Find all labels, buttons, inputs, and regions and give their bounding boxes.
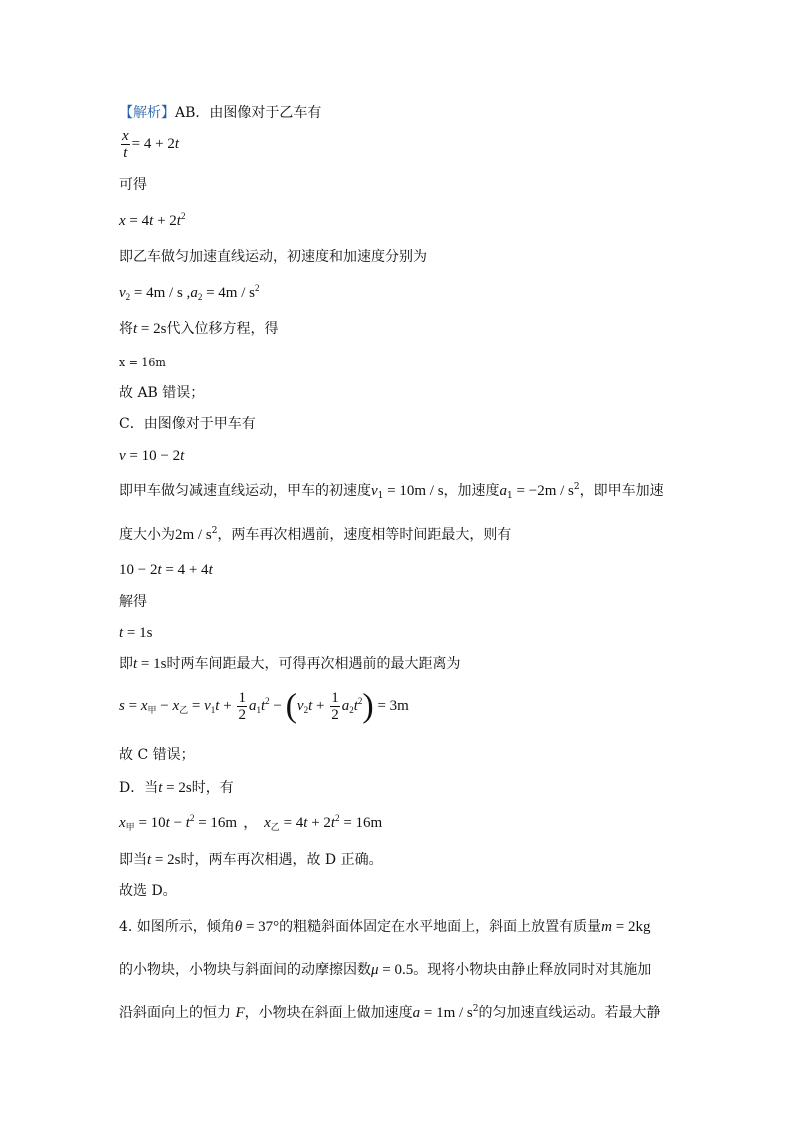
exponent: 2 — [211, 526, 218, 536]
var: θ — [234, 919, 243, 935]
separator: ， — [243, 815, 259, 831]
text: 时两车间距最大，可得再次相遇前的最大距离为 — [166, 656, 461, 672]
op: = — [188, 698, 205, 714]
text: 沿斜面向上的恒力 — [119, 1005, 236, 1021]
op: = 16m — [194, 815, 238, 831]
denominator: 2 — [331, 707, 339, 724]
var: t — [185, 815, 190, 831]
value: = −2m / s — [512, 483, 574, 499]
solution-heading — [119, 104, 321, 122]
value: = 2kg — [612, 919, 651, 935]
formula-equal-speed — [119, 561, 213, 579]
var: t — [330, 815, 336, 831]
text: 的粗糙斜面体固定在水平地面上，斜面上放置有质量 — [279, 919, 602, 935]
text-line — [119, 655, 460, 673]
op: = 4m / s — [202, 285, 255, 301]
subscript: 2 — [303, 705, 309, 715]
var: t — [133, 321, 138, 337]
fraction-half — [237, 690, 247, 723]
var: x — [119, 815, 126, 831]
text: 的小物块，小物块与斜面间的动摩擦因数 — [119, 962, 371, 978]
text-line — [119, 320, 278, 338]
value: = 1s — [123, 625, 153, 641]
op: + 2 — [307, 815, 331, 831]
var: a — [248, 698, 257, 714]
formula-v-jia — [119, 447, 184, 465]
rhs: = 4 + 2 — [131, 135, 175, 152]
op: + 2 — [153, 213, 177, 229]
var: t — [208, 562, 213, 578]
value: = 10m / s — [383, 483, 444, 499]
text: 代入位移方程，得 — [166, 321, 279, 337]
numerator: 1 — [238, 690, 246, 707]
subscript: 甲 — [147, 705, 157, 715]
value: = 2s — [137, 321, 167, 337]
op: + — [312, 698, 329, 714]
denominator: 2 — [238, 707, 246, 724]
var: x — [119, 213, 126, 229]
var: t — [133, 656, 138, 672]
left-paren: ( — [285, 687, 297, 725]
op: = 4 — [125, 213, 150, 229]
var: m — [601, 919, 612, 935]
op: = 10 — [134, 815, 166, 831]
var: t — [215, 698, 220, 714]
subscript: 1 — [377, 491, 384, 501]
text-line — [119, 526, 511, 546]
op: = 16m — [339, 815, 383, 831]
exponent: 2 — [335, 813, 340, 823]
text-line — [119, 851, 383, 869]
text-line: 故 C 错误； — [119, 747, 195, 763]
formula-t1s — [119, 624, 152, 642]
op: − — [169, 815, 186, 831]
formula-x16: x = 16m — [119, 356, 166, 369]
op: 10 − 2 — [119, 562, 158, 578]
var: v — [119, 285, 126, 301]
right-paren: ) — [362, 687, 374, 725]
var: t — [176, 213, 181, 229]
var: t — [260, 698, 266, 714]
subscript: 乙 — [179, 705, 189, 715]
op: = 10 − 2 — [125, 448, 181, 464]
exponent: 2 — [573, 482, 580, 492]
var: v — [119, 448, 126, 464]
op: = — [124, 698, 141, 714]
subscript: 甲 — [125, 822, 135, 832]
text-line: 解得 — [119, 594, 147, 610]
analysis-tag: 【解析】 — [119, 105, 175, 121]
numerator: 1 — [331, 690, 339, 707]
text-line: C．由图像对于甲车有 — [119, 416, 256, 432]
var: x — [172, 698, 180, 714]
subscript: 1 — [256, 705, 261, 715]
var: t — [158, 780, 163, 796]
subscript: 2 — [197, 292, 203, 302]
text: 时，两车再次相遇，故 D 正确。 — [180, 852, 383, 868]
formula-displacement — [119, 212, 185, 231]
text-line: 即乙车做匀加速直线运动，初速度和加速度分别为 — [119, 249, 427, 265]
text: 即甲车做匀减速直线运动，甲车的初速度 — [119, 483, 371, 499]
text: AB．由图像对于乙车有 — [175, 105, 322, 121]
var: t — [149, 213, 154, 229]
value: = 2s — [162, 780, 192, 796]
text-line: 故 AB 错误； — [119, 385, 205, 401]
denominator: t — [123, 145, 128, 161]
subscript: 1 — [507, 491, 513, 501]
text: 度大小为 — [119, 527, 175, 543]
subscript: 2 — [349, 705, 354, 715]
subscript: 乙 — [270, 822, 280, 832]
text: 即 — [119, 656, 133, 672]
text: 将 — [119, 321, 133, 337]
fraction — [121, 128, 130, 161]
var: a — [190, 285, 198, 301]
subscript: 2 — [125, 292, 131, 302]
var: x — [264, 815, 271, 831]
var: t — [180, 448, 185, 464]
value: = 1s — [137, 656, 167, 672]
text-line: 故选 D。 — [119, 883, 177, 899]
var: v — [371, 483, 378, 499]
op: + — [219, 698, 236, 714]
text: 的匀加速直线运动。若最大静 — [478, 1005, 661, 1021]
op: = 4m / s , — [130, 285, 191, 301]
text: 即当 — [119, 852, 147, 868]
var: t — [157, 562, 162, 578]
var: a — [341, 698, 350, 714]
text: 。现将小物块由静止释放同时对其施加 — [413, 962, 652, 978]
op: = 4 + 4 — [161, 562, 209, 578]
var: v — [204, 698, 211, 714]
var: a — [412, 1005, 421, 1021]
text: ，两车再次相遇前，速度相等时间距最大，则有 — [217, 527, 512, 543]
op: = 4 — [279, 815, 304, 831]
text: 时，有 — [191, 780, 234, 796]
value: = 37° — [242, 919, 280, 935]
var: t — [165, 815, 170, 831]
subscript: 1 — [210, 705, 216, 715]
var: μ — [371, 962, 379, 978]
fraction-half — [330, 690, 340, 723]
var: t — [147, 852, 152, 868]
var: t — [308, 698, 313, 714]
value: = 1m / s — [420, 1005, 473, 1021]
var: v — [296, 698, 304, 714]
formula-x-over-t — [119, 128, 179, 161]
value: 2m / s — [175, 527, 212, 543]
var: F — [235, 1005, 245, 1021]
text: ，小物块在斜面上做加速度 — [244, 1005, 413, 1021]
var: t — [174, 135, 180, 152]
formula-x-jia-yi — [119, 814, 382, 833]
text: D．当 — [119, 780, 159, 796]
question-4-line-1 — [119, 918, 650, 936]
exponent: 2 — [357, 696, 363, 706]
exponent: 2 — [472, 1004, 479, 1014]
var: a — [499, 483, 508, 499]
op: − — [156, 698, 173, 714]
value: = 0.5 — [378, 962, 414, 978]
numerator: x — [122, 128, 129, 144]
exponent: 2 — [189, 813, 195, 823]
op: = 3m — [373, 698, 409, 714]
text-line — [119, 482, 664, 502]
text: ，即甲车加速 — [579, 483, 664, 499]
var: s — [119, 698, 125, 714]
text: 4. 如图所示，倾角 — [119, 919, 235, 935]
question-4-line-2 — [119, 961, 651, 979]
var: x — [140, 698, 148, 714]
text-line — [119, 779, 234, 797]
text: ，加速度 — [443, 483, 500, 499]
question-4-line-3 — [119, 1004, 661, 1024]
var: t — [353, 698, 358, 714]
exponent: 2 — [254, 283, 260, 293]
formula-max-distance — [119, 684, 409, 729]
text-line: 可得 — [119, 177, 147, 193]
var: t — [119, 625, 124, 641]
op: − — [269, 698, 286, 714]
value: = 2s — [151, 852, 181, 868]
formula-v2-a2 — [119, 284, 259, 303]
exponent: 2 — [265, 696, 270, 706]
exponent: 2 — [180, 211, 186, 221]
var: t — [303, 815, 308, 831]
